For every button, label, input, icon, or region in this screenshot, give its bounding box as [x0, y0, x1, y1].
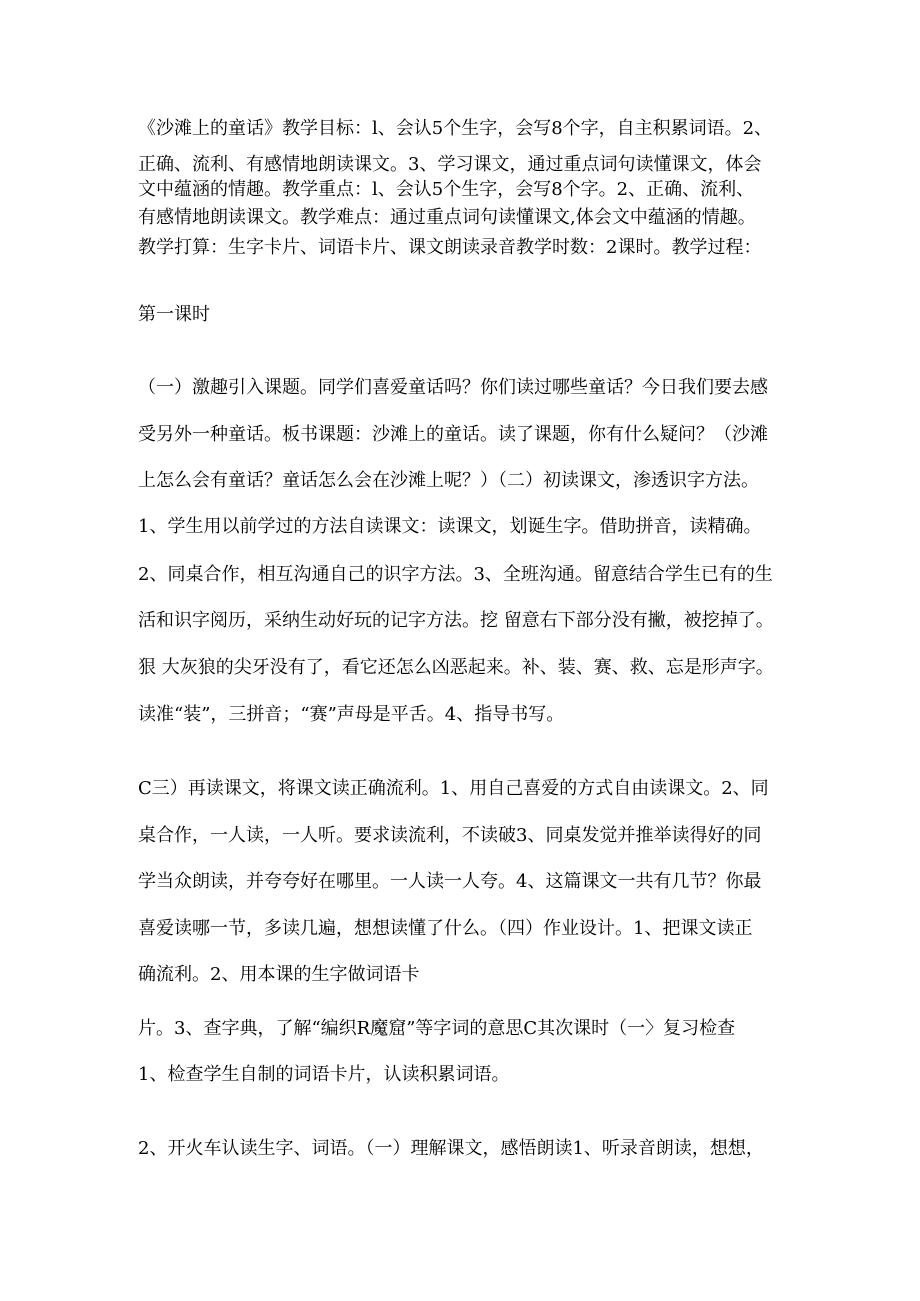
body-line-7: 狠 大灰狼的尖牙没有了，看它还怎么凶恶起来。补、装、赛、救、忘是形声字。 — [138, 657, 774, 678]
part3-line-1: C三）再读课文，将课文读正确流利。1、用自己喜爱的方式自由读课文。2、同 — [138, 778, 769, 799]
part3-line-3: 学当众朗读，并夸夸好在哪里。一人读一人夸。4、这篇课文一共有几节？你最 — [138, 871, 762, 892]
part3-line-4: 喜爱读哪一节，多读几遍，想想读懂了什么。（四）作业设计。1、把课文读正 — [138, 918, 753, 939]
body-line-6: 活和识字阅历，采纳生动好玩的记字方法。挖 留意右下部分没有撇，被挖掉了。 — [138, 610, 774, 631]
intro-line-2: 正确、流利、有感情地朗读课文。3、学习课文，通过重点词句读懂课文，体会 — [138, 154, 762, 175]
body-line-5: 2、同桌合作，相互沟通自己的识字方法。3、全班沟通。留意结合学生已有的生 — [138, 564, 773, 585]
body-line-8: 读准“装”，三拼音；“赛”声母是平舌。4、指导书写。 — [138, 704, 565, 725]
body-line-3: 上怎么会有童话？童话怎么会在沙滩上呢？）（二）初读课文，渗透识字方法。 — [138, 470, 759, 491]
intro-line-5: 教学打算：生字卡片、词语卡片、课文朗读录音教学时数：2课时。教学过程： — [138, 237, 762, 258]
part3-line-2: 桌合作，一人读，一人听。要求读流利，不读破3、同桌发觉并推举读得好的同 — [138, 825, 762, 846]
body-line-4: 1、学生用以前学过的方法自读课文：读课文，划诞生字。借助拼音，读精确。 — [138, 516, 762, 537]
intro-line-3: 文中蕴涵的情趣。教学重点：l、会认5个生字，会写8个字。2、正确、流利、 — [138, 179, 755, 200]
tail-line-1: 片。3、查字典，了解“编织R魔窟”等字词的意思C其次课时（一〉复习检查 — [138, 1018, 736, 1039]
body-line-2: 受另外一种童话。板书课题：沙滩上的童话。读了课题，你有什么疑问？（沙滩 — [138, 424, 768, 445]
tail-line-3: 2、开火车认读生字、词语。（一）理解课文，感悟朗读1、听录音朗读，想想， — [138, 1138, 764, 1159]
part3-line-5: 确流利。2、用本课的生字做词语卡 — [138, 964, 420, 985]
body-line-1: （一）激趣引入课题。同学们喜爱童话吗？你们读过哪些童话？今日我们要去感 — [138, 377, 768, 398]
intro-line-1: 《沙滩上的童话》教学目标：l、会认5个生字，会写8个字，自主积累词语。2、 — [138, 118, 773, 139]
intro-line-4: 有感情地朗读课文。教学难点：通过重点词句读懂课文,体会文中蕴涵的情趣。 — [138, 207, 756, 228]
tail-line-2: 1、检查学生自制的词语卡片，认读积累词语。 — [138, 1064, 510, 1085]
section-title: 第一课时 — [138, 304, 210, 325]
